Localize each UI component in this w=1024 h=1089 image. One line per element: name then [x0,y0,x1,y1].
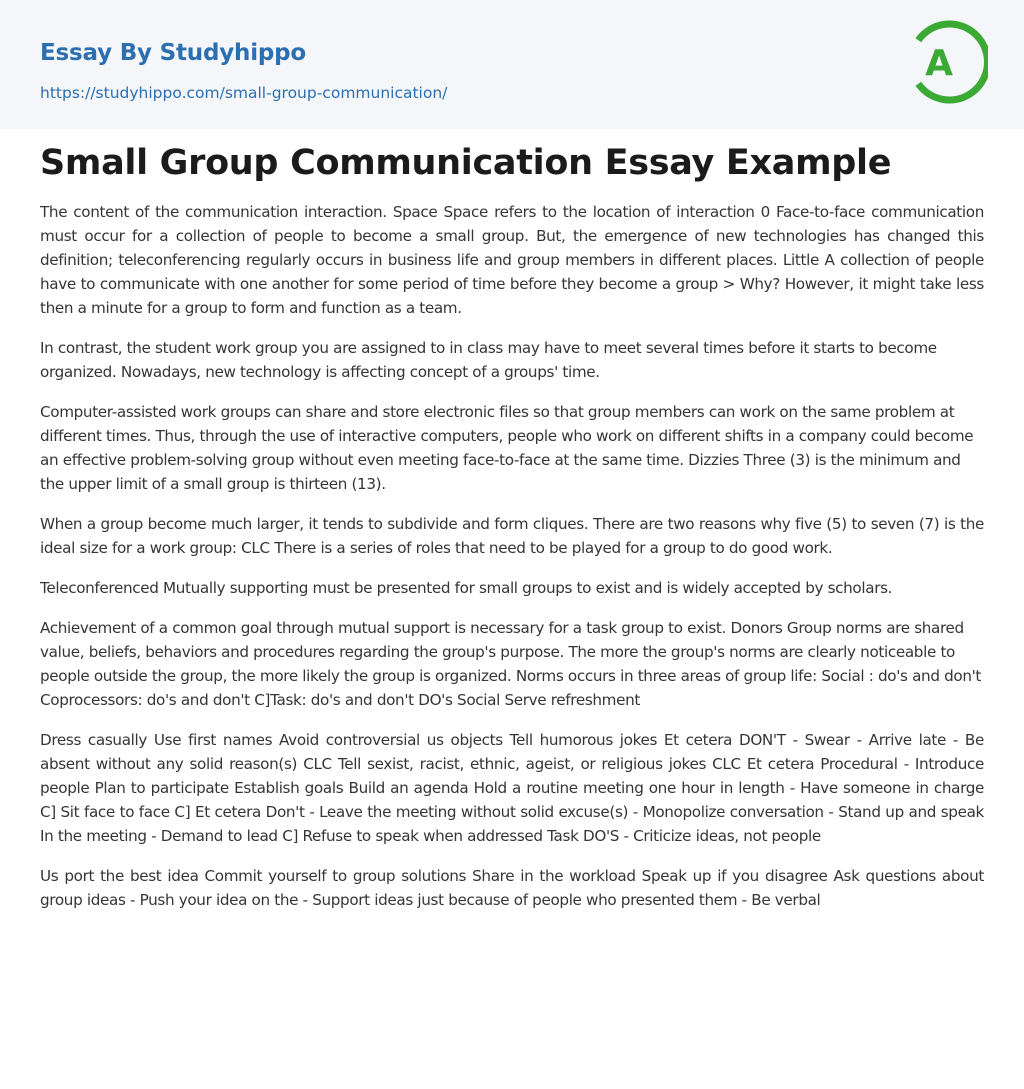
site-header [0,0,1024,129]
essay-paragraph: Achievement of a common goal through mutual support is necessary for a task group to exist. Donors Group norms are shared value, beliefs, behaviors and procedures regarding the group's purpose. The more the group's norms are clearly noticeable to people outside the group, the more likely the group is organized. Norms occurs in three areas of group life: Social : do's and don't Coprocessors: do's and don't C]Task: do's and don't DO's Social Serve refreshment [40,619,982,709]
site-brand[interactable]: Essay By Studyhippo [40,40,307,66]
essay-body [40,200,984,928]
essay-paragraph: Teleconferenced Mutually supporting must be presented for small groups to exist and is widely accepted by scholars. [40,579,893,597]
essay-paragraph: The content of the communication interaction. Space Space refers to the location of interaction 0 Face-to-face communication must occur for a collection of people to become a small group. But, the emergence of new technologies has changed this definition; teleconferencing regularly occurs in business life and group members in different places. Little A collection of people have to communicate with one another for some period of time before they become a group > Why? However, it might take less then a minute for a group to form and function as a team. [40,203,984,317]
page-url-link[interactable]: https://studyhippo.com/small-group-communication/ [40,84,448,102]
essay-paragraph: When a group become much larger, it tends to subdivide and form cliques. There are two reasons why five (5) to seven (7) is the ideal size for a work group: CLC There is a series of roles that need to be played for a group to do good work. [40,515,984,557]
essay-paragraph: Computer-assisted work groups can share and store electronic files so that group members can work on the same problem at different times. Thus, through the use of interactive computers, people who work on different shifts in a company could become an effective problem-solving group without even meeting face-to-face at the same time. Dizzies Three (3) is the minimum and the upper limit of a small group is thirteen (13). [40,403,974,493]
page-title: Small Group Communication Essay Example [40,143,892,183]
essay-paragraph: Dress casually Use first names Avoid controversial us objects Tell humorous jokes Et cetera DON'T - Swear - Arrive late - Be absent without any solid reason(s) CLC Tell sexist, racist, ethnic, ageist, or religious jokes CLC Et cetera Procedural - Introduce people Plan to participate Establish goals Build an agenda Hold a routine meeting one hour in length - Have someone in charge C] Sit face to face C] Et cetera Don't - Leave the meeting without solid excuse(s) - Monopolize conversation - Stand up and speak In the meeting - Demand to lead C] Refuse to speak when addressed Task DO'S - Criticize ideas, not people [40,731,984,845]
studyhippo-logo-icon[interactable] [910,17,988,107]
logo-letter: A [925,43,953,84]
essay-paragraph: Us port the best idea Commit yourself to group solutions Share in the workload Speak up if you disagree Ask questions about group ideas - Push your idea on the - Support ideas just because of people who presented them - Be verbal [40,867,984,909]
essay-paragraph: In contrast, the student work group you are assigned to in class may have to meet several times before it starts to become organized. Nowadays, new technology is affecting concept of a groups' time. [40,339,937,381]
